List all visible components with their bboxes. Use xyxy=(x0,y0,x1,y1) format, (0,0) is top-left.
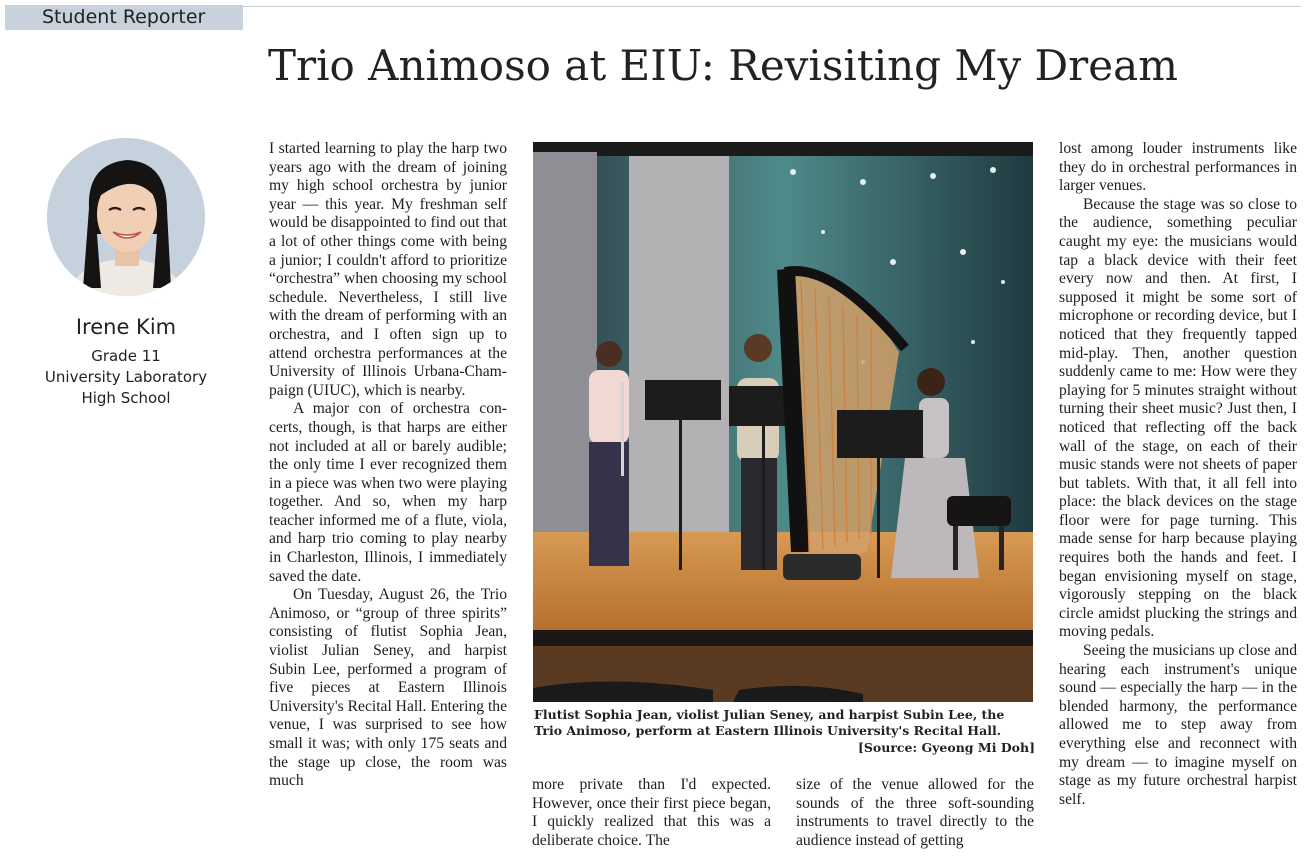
article-paragraph-5: Seeing the musicians up close and hearing each instrument's unique sound — especially the harp — in the blended harmony, the performance allowed me to step away from everything else and reconnect with my dream — to imagine myself on stage as my future orchestral harpist self. xyxy=(1059,642,1297,808)
article-column-3 xyxy=(796,776,1034,850)
photo-caption: Flutist Sophia Jean, violist Julian Seney, and harpist Subin Lee, the Trio Animoso, perform at Eastern Illinois University's Recital Hall. xyxy=(534,707,1005,738)
author-grade: Grade 11 xyxy=(91,347,161,365)
author-school-line2: High School xyxy=(81,389,171,407)
article-paragraph-3-cont3: lost among louder instruments like they do in orchestral performances in larger venues. xyxy=(1059,140,1297,195)
author-school-line1: University Laboratory xyxy=(44,368,208,386)
author-name: Irene Kim xyxy=(75,315,177,339)
article-paragraph-1: I started learning to play the harp two years ago with the dream of joining my high school orchestra by junior year — this year. My freshman self would be disappointed to find out that a lot of other things come with being a junior; I couldn't afford to prioritize “orchestra” when choosing my school schedule. Nevertheless, I still live with the dream of performing with an orchestra, and I often sign up to attend orchestra performances at the University of Illinois Urbana-Champaign (UIUC), which is nearby. xyxy=(269,140,507,399)
author-avatar xyxy=(47,138,205,296)
article-paragraph-3: On Tuesday, August 26, the Trio Animoso, or “group of three spirits” consisting of flutist Sophia Jean, violist Julian Seney, and harpist Subin Lee, performed a program of five pieces at Eastern Illinois University's Recital Hall. Entering the venue, I was surprised to see how small it was; with only 175 seats and the stage up close, the room was much xyxy=(269,586,507,790)
article-paragraph-3-cont: more private than I'd expected. However, once their first piece began, I quickly realized that this was a deliberate choice. The xyxy=(532,776,771,849)
article-column-4 xyxy=(1059,140,1297,809)
author-portrait-image xyxy=(47,138,205,296)
concert-photo-image xyxy=(533,142,1033,702)
section-label: Student Reporter xyxy=(5,5,243,30)
article-paragraph-2: A major con of orchestra concerts, though, is that harps are either not included at all or barely audible; the only time I ever recognized them in a piece was when two were playing together. And so, when my harp teacher informed me of a flute, viola, and harp trio coming to play nearby in Charleston, Illinois, I immediately saved the date. xyxy=(269,400,507,585)
photo-credit: [Source: Gyeong Mi Doh] xyxy=(857,740,1035,755)
author-details xyxy=(20,346,232,409)
concert-photo xyxy=(533,142,1033,702)
article-paragraph-4: Because the stage was so close to the audience, something peculiar caught my eye: the musicians would tap a black device with their feet every now and then. At first, I supposed it might be some sort of microphone or recording device, but I noticed that they frequently tapped mid-play. Then, another question suddenly came to me: How were they playing for 5 minutes straight without turning their sheet music? Just then, I noticed that reflecting off the back wall of the stage, on each of their music stands were not sheets of paper but tablets. With that, it all fell into place: the black devices on the stage floor were for page turning. This made sense for harp because playing requires both the hands and feet. I began envisioning myself on stage, vigorously stepping on the black circle amidst plucking the strings and moving pedals. xyxy=(1059,195,1297,641)
article-headline: Trio Animoso at EIU: Revisiting My Dream xyxy=(268,41,1178,90)
article-column-2 xyxy=(532,776,771,850)
article-column-1 xyxy=(269,140,507,791)
article-paragraph-3-cont2: size of the venue allowed for the sounds of the three soft-sounding instruments to travel directly to the audience instead of getting xyxy=(796,776,1034,849)
header-rule xyxy=(243,6,1301,7)
